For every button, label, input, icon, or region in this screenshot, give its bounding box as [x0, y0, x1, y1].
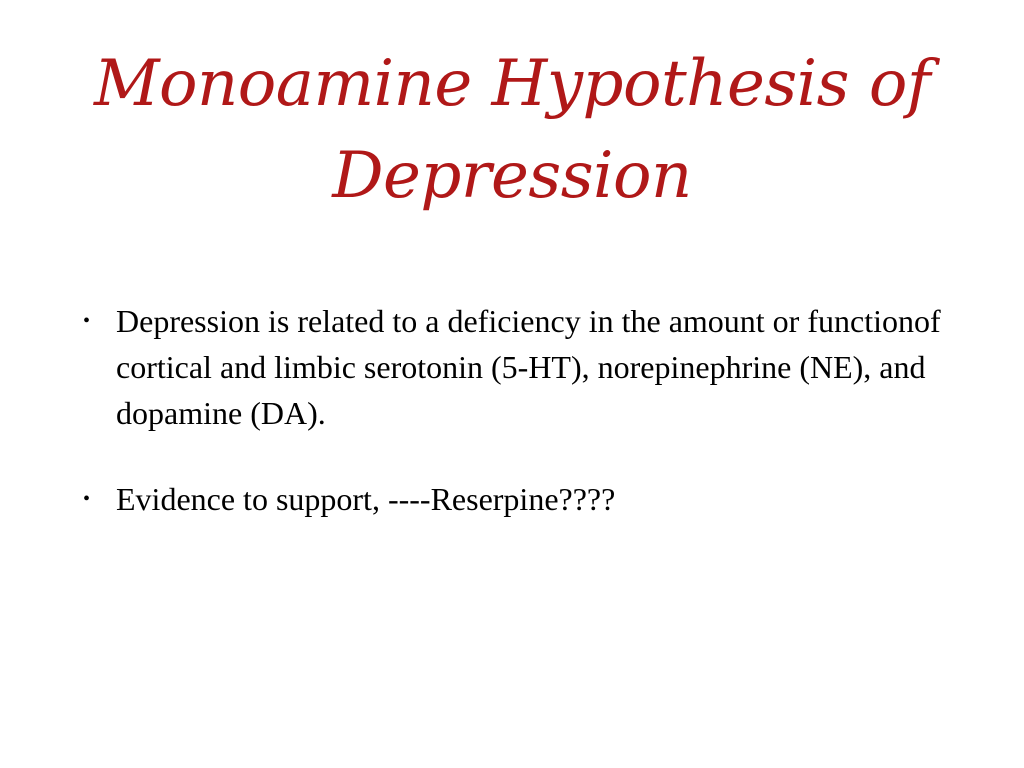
bullet-item-evidence	[83, 476, 960, 522]
bullet-text: Evidence to support, ----Reserpine????	[116, 481, 616, 517]
bullet-icon: •	[83, 310, 91, 332]
bullet-list	[83, 298, 960, 562]
slide-title: Monoamine Hypothesis of Depression	[93, 47, 931, 213]
bullet-item-deficiency	[83, 298, 960, 436]
bullet-text: Depression is related to a deficiency in the amount or functionof cortical and limbic serotonin (5-HT), norepinephrine (NE), and dopamine (DA).	[116, 303, 941, 431]
bullet-icon: •	[83, 488, 91, 510]
